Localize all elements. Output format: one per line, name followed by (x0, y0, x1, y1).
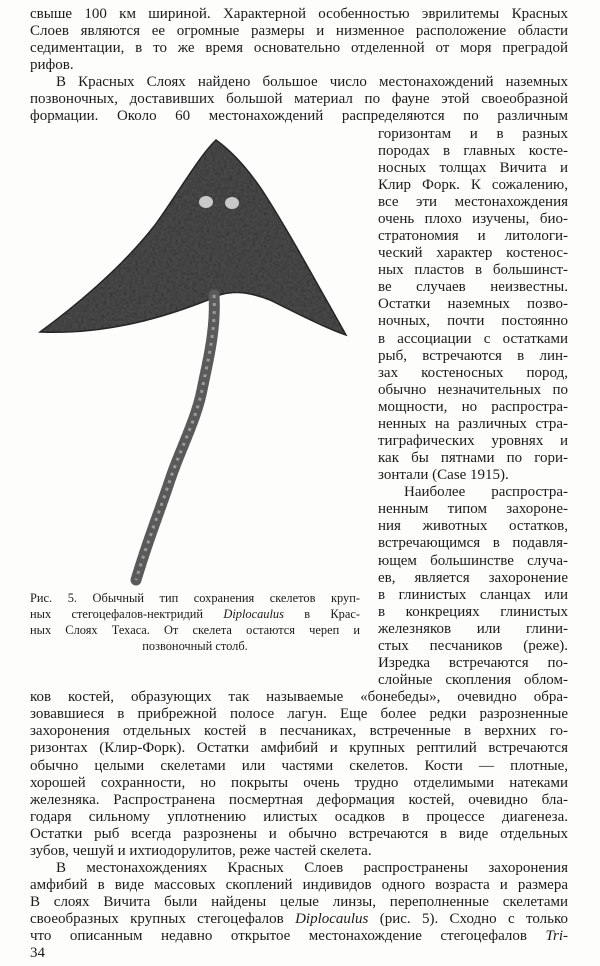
text-line: ненных на различных стра- (378, 415, 568, 432)
text-line: свыше 100 км шириной. Характерной особенностью эврилитемы Красных (30, 6, 568, 22)
text-run: что описанным недавно открытое местонахождение стегоцефалов (30, 928, 546, 945)
text-line: железняков или глини- (378, 620, 568, 637)
page-number: 34 (30, 945, 45, 961)
text-line: ризонтах (Клир-Форк). Остатки амфибий и крупных рептилий встречаются (30, 740, 568, 757)
text-line: рифов. (30, 57, 74, 74)
text-run: ных стегоцефалов-нектридий (30, 607, 224, 621)
text-line: ющем большинстве случа- (378, 552, 568, 569)
text-line: породах в главных косте- (378, 142, 568, 159)
text-line: стратономия и литологи- (378, 228, 568, 245)
caption-line: Рис. 5. Обычный тип сохранения скелетов круп- (30, 591, 360, 605)
italic-term: Diplocaulus (223, 607, 284, 621)
text-line: обычно целыми скелетами или частями скелетов. Кости — плотные, (30, 757, 568, 774)
text-line: встречающимся в подавля- (378, 535, 568, 552)
text-line: захоронения отдельных костей в песчаниках, встреченные в верхних го- (30, 723, 568, 740)
text-line: хорошей сохранности, но покрыты очень трудно отделимыми натеками (30, 774, 568, 791)
text-line: обычно незначительных по (378, 381, 568, 398)
text-line: Изредка встречаются по- (378, 655, 568, 672)
text-line: зонтали (Case 1915). (378, 467, 509, 484)
figure-5-photo (30, 130, 360, 595)
text-run: своеобразных крупных стегоцефалов (30, 911, 296, 928)
text-run: (рис. 5). Сходно с только (368, 911, 568, 928)
text-line: В Красных Слоях найдено большое число местонахождений наземных (56, 74, 568, 91)
text-line: амфибий в виде массовых скоплений индивидов одного возраста и размера (30, 877, 568, 894)
text-line: ческий характер костенос- (378, 245, 568, 262)
diplocaulus-skeleton-image (30, 130, 360, 595)
text-line: В слоях Вичита были найдены целые линзы, переполненные скелетами (30, 894, 568, 911)
text-line: тиграфических уровнях и (378, 433, 568, 449)
caption-line: ных Слоях Техасa. От скелета остаются череп и (30, 623, 360, 637)
text-line: формации. Около 60 местонахождений распределяются по различным (30, 108, 568, 125)
text-line: все эти местонахождения (378, 193, 568, 210)
figure-caption (30, 590, 360, 654)
text-line: ночных, почти постоянно (378, 313, 568, 330)
text-line: зах костеносных пород, (378, 364, 568, 381)
text-line: позвоночных, доставивших большой материал по фауне этой своеобразной (30, 91, 568, 108)
text-line: стых песчаников (реже). (378, 637, 568, 654)
eye-socket (225, 197, 239, 209)
text-line: годаря сильному уплотнению илистых осадков в процессе диагенеза. (30, 808, 568, 825)
text-line: ев, является захоронение (378, 569, 568, 586)
text-line: Наиболее распростра- (404, 484, 568, 501)
text-line: в глинистых сланцах или (378, 586, 568, 603)
text-line: ков костей, образующих так называемые «бонебеды», очевидно обра- (30, 689, 568, 706)
italic-term: Diplocaulus (295, 911, 369, 928)
text-line: зубов, чешуй и ихтиодорулитов, реже частей скелета. (30, 842, 372, 859)
text-line: В местонахождениях Красных Слоев распространены захоронения (56, 860, 568, 876)
text-line: седиментации, в то же время основательно отделенной от моря преградой (30, 40, 568, 57)
text-line: мощности, но распростра- (378, 398, 568, 415)
text-line: железняка. Распространена посмертная деформация костей, очевидно бла- (30, 791, 568, 808)
caption-line: позвоночный столб. (142, 639, 248, 653)
text-line (30, 928, 568, 945)
text-line: в ассоциации с остатками (378, 330, 568, 347)
text-line: рыб, встречаются в лин- (378, 347, 568, 364)
text-line: Слоев являются ее огромные размеры и низменное расположение области (30, 23, 568, 40)
text-run: в Крас- (283, 607, 360, 621)
text-line (30, 911, 568, 928)
vertebral-column (136, 295, 214, 580)
caption-line (30, 606, 360, 622)
text-line: Остатки рыб всегда разрознены и обычно встречаются в виде отдельных (30, 825, 568, 842)
text-line: в конкрециях глинистых (378, 603, 568, 620)
text-line: как бы пятнами по гори- (378, 450, 568, 467)
text-line: Клир Форк. К сожалению, (378, 176, 568, 193)
text-line: ных пластов в большинст- (378, 262, 568, 279)
eye-socket (199, 196, 213, 208)
italic-term: Tri- (545, 928, 568, 945)
text-line: ния животных остатков, (378, 518, 568, 535)
text-line: слойные скопления облом- (378, 672, 568, 689)
text-line: ве случаев неизвестны. (378, 279, 568, 296)
skull (40, 140, 346, 335)
text-line: ненным типом захороне- (378, 501, 568, 518)
text-line: носных толщах Вичита и (378, 159, 568, 176)
text-line: очень плохо изучены, био- (378, 210, 568, 227)
text-line: зовавшиеся в прибрежной полосе лагун. Еще более редки разрозненные (30, 706, 568, 723)
text-line: горизонтам и в разных (378, 125, 568, 142)
text-line: Остатки наземных позво- (378, 296, 568, 313)
